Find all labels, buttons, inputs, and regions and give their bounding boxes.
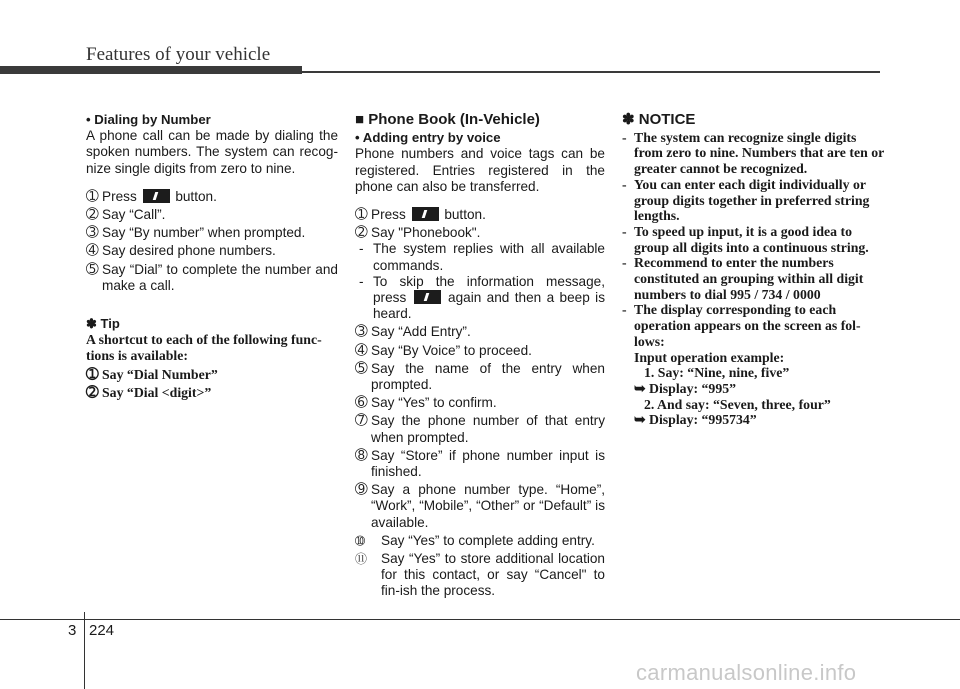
tip-heading: ✽ Tip [86, 316, 120, 332]
footer-divider [84, 612, 85, 689]
phonebook-step-6: ➅ Say “Yes” to confirm. [355, 394, 497, 412]
phonebook-heading: ■ Phone Book (In-Vehicle) [355, 111, 540, 128]
dialing-intro: A phone call can be made by dialing the spoken numbers. The system can recog-nize single digits from zero to nine. [86, 128, 338, 176]
column-dialing-by-number [86, 112, 338, 401]
phonebook-step-8: ➇ Say “Store” if phone number input is finished. [355, 446, 605, 480]
notice-item-1: - The system can recognize single digits from zero to nine. Numbers that are ten or greater cannot be recognized. [622, 129, 884, 177]
dialing-step-5: ➄ Say “Dial” to complete the number and make a call. [86, 260, 338, 293]
section-number: 3 [68, 622, 77, 639]
watermark: carmanualsonline.info [636, 660, 857, 685]
dialing-step-4: ➃ Say desired phone numbers. [86, 242, 276, 260]
footer-rule [0, 619, 960, 620]
voice-button-icon [143, 189, 170, 203]
tip-text: A shortcut to each of the following func-tions is available: [86, 332, 322, 364]
example-1-say: 1. Say: “Nine, nine, five” [644, 365, 790, 381]
page-number: 224 [89, 622, 115, 639]
page-header-title: Features of your vehicle [86, 44, 271, 65]
column-phone-book [355, 112, 605, 600]
notice-item-4: - Recommend to enter the numbers constituted an grouping within all digit numbers to dial 995 / 734 / 0000 [622, 255, 864, 302]
phonebook-step-3: ➂ Say “Add Entry”. [355, 323, 471, 341]
voice-button-icon [412, 207, 439, 221]
column-notice [622, 112, 884, 428]
phonebook-subheading: • Adding entry by voice [355, 130, 501, 146]
dialing-heading: • Dialing by Number [86, 112, 211, 127]
dialing-step-2: ➁ Say “Call”. [86, 206, 166, 224]
notice-heading: ✽ NOTICE [622, 111, 696, 128]
phonebook-step-10: ➉ Say “Yes” to complete adding entry. [355, 532, 595, 548]
dialing-step-1: ➀ Press button. [86, 187, 217, 205]
phonebook-intro: Phone numbers and voice tags can be registered. Entries registered in the phone can also be transferred. [355, 146, 605, 194]
example-1-display: ➥ Display: “995” [634, 380, 737, 396]
voice-button-icon [414, 290, 441, 304]
notice-item-3: - To speed up input, it is a good idea to group all digits into a continuous string. [622, 223, 869, 255]
phonebook-step-11: ⑪ Say “Yes” to store additional location for this contact, or say “Cancel" to fin-ish the process. [355, 551, 605, 599]
example-2-say: 2. And say: “Seven, three, four” [644, 396, 831, 412]
dialing-step-3: ➂ Say “By number” when prompted. [86, 224, 306, 242]
phonebook-step-7: ➆ Say the phone number of that entry when prompted. [355, 412, 605, 445]
phonebook-step-4: ➃ Say “By Voice” to proceed. [355, 341, 532, 359]
header-bar [0, 66, 302, 74]
notice-item-2: - You can enter each digit individually or group digits together in preferred string lengths. [622, 176, 870, 224]
example-2-display: ➥ Display: “995734” [634, 412, 757, 428]
phonebook-step-5: ➄ Say the name of the entry when prompted. [355, 359, 605, 393]
phonebook-note-1: - The system replies with all available commands. [359, 241, 605, 273]
phonebook-step-2: ➁ Say "Phonebook". [355, 224, 481, 242]
example-heading: Input operation example: [634, 349, 785, 365]
header-rule [300, 71, 880, 73]
phonebook-note-2: - To skip the information message, press again and then a beep is heard. [359, 273, 605, 322]
phonebook-step-9: ➈ Say a phone number type. “Home”, “Work”, “Mobile”, “Other” or “Default” is available. [355, 481, 605, 530]
phonebook-step-1: ➀ Press button. [355, 206, 486, 224]
notice-item-5: - The display corresponding to each operation appears on the screen as fol-lows: [622, 302, 861, 349]
tip-item-1: ➀ Say “Dial Number” [86, 366, 218, 383]
tip-item-2: ➁ Say “Dial <digit>” [86, 384, 212, 401]
